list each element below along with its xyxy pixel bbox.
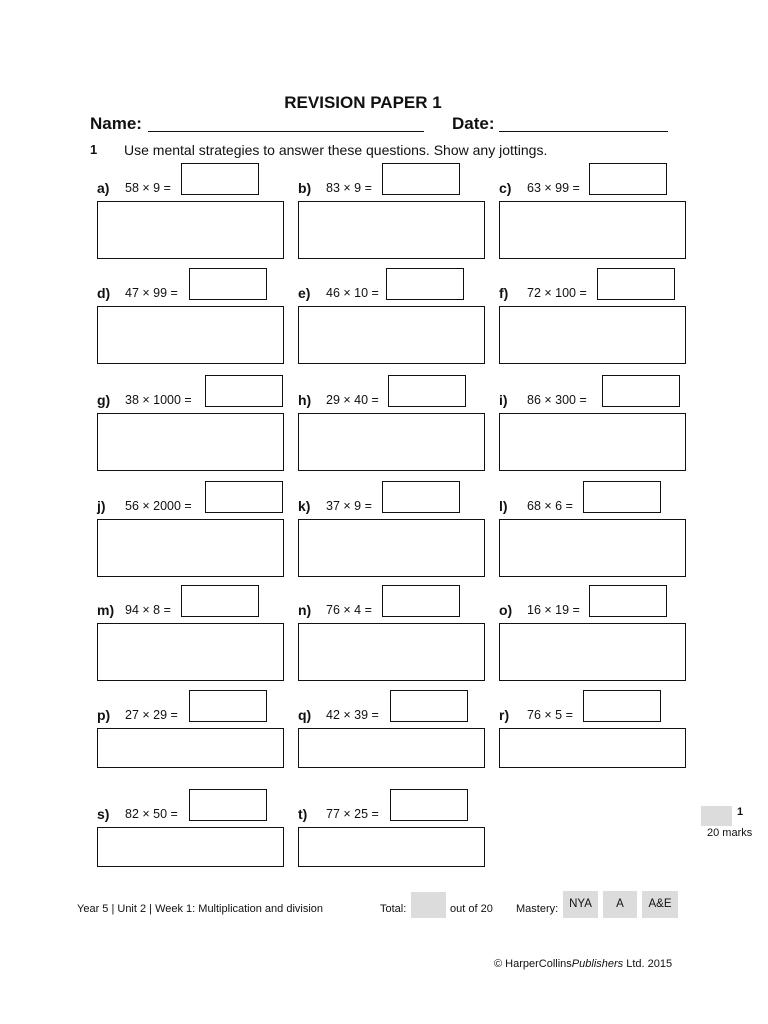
jottings-box[interactable] [298, 728, 485, 768]
question-letter: q) [298, 707, 312, 723]
answer-box[interactable] [386, 268, 464, 300]
question-expression: 76 × 5 = [527, 708, 573, 722]
question-letter: b) [298, 180, 312, 196]
jottings-box[interactable] [499, 413, 686, 471]
answer-box[interactable] [390, 690, 468, 722]
name-field[interactable] [148, 131, 424, 132]
answer-box[interactable] [189, 789, 267, 821]
jottings-box[interactable] [97, 201, 284, 259]
question-expression: 56 × 2000 = [125, 499, 192, 513]
question-letter: e) [298, 285, 311, 301]
unit-info: Year 5 | Unit 2 | Week 1: Multiplication and division [77, 903, 324, 915]
question-letter: d) [97, 285, 111, 301]
answer-box[interactable] [382, 585, 460, 617]
copyright-publisher: Publishers [571, 958, 624, 970]
question-number: 1 [90, 142, 98, 157]
jottings-box[interactable] [298, 201, 485, 259]
copyright-suffix: Ltd. 2015 [623, 958, 673, 970]
question-expression: 86 × 300 = [527, 393, 587, 407]
answer-box[interactable] [589, 585, 667, 617]
answer-box[interactable] [589, 163, 667, 195]
answer-box[interactable] [189, 268, 267, 300]
jottings-box[interactable] [298, 623, 485, 681]
jottings-box[interactable] [97, 413, 284, 471]
total-label: Total: [380, 903, 407, 915]
answer-box[interactable] [602, 375, 680, 407]
question-expression: 82 × 50 = [125, 807, 178, 821]
answer-box[interactable] [382, 481, 460, 513]
question-letter: f) [499, 285, 509, 301]
question-expression: 27 × 29 = [125, 708, 178, 722]
question-expression: 29 × 40 = [326, 393, 379, 407]
instructions: Use mental strategies to answer these questions. Show any jottings. [124, 142, 548, 158]
marks-score-box[interactable] [701, 806, 732, 826]
mastery-ae-box[interactable]: A&E [642, 891, 678, 918]
answer-box[interactable] [181, 163, 259, 195]
date-field[interactable] [499, 131, 668, 132]
answer-box[interactable] [597, 268, 675, 300]
question-expression: 16 × 19 = [527, 603, 580, 617]
jottings-box[interactable] [97, 827, 284, 867]
answer-box[interactable] [189, 690, 267, 722]
mastery-a-box[interactable]: A [603, 891, 637, 918]
jottings-box[interactable] [97, 306, 284, 364]
question-expression: 37 × 9 = [326, 499, 372, 513]
question-expression: 63 × 99 = [527, 181, 580, 195]
question-expression: 58 × 9 = [125, 181, 171, 195]
total-out-of: out of 20 [450, 903, 493, 915]
jottings-box[interactable] [298, 306, 485, 364]
name-label: Name: [90, 114, 142, 133]
question-letter: k) [298, 498, 311, 514]
question-expression: 77 × 25 = [326, 807, 379, 821]
answer-box[interactable] [390, 789, 468, 821]
question-expression: 38 × 1000 = [125, 393, 192, 407]
question-letter: n) [298, 602, 312, 618]
question-expression: 46 × 10 = [326, 286, 379, 300]
mastery-label: Mastery: [516, 903, 559, 915]
question-letter: p) [97, 707, 111, 723]
jottings-box[interactable] [97, 519, 284, 577]
jottings-box[interactable] [298, 519, 485, 577]
question-expression: 72 × 100 = [527, 286, 587, 300]
answer-box[interactable] [583, 690, 661, 722]
answer-box[interactable] [205, 375, 283, 407]
question-letter: g) [97, 392, 111, 408]
question-expression: 76 × 4 = [326, 603, 372, 617]
page-title: REVISION PAPER 1 [284, 93, 442, 112]
question-expression: 83 × 9 = [326, 181, 372, 195]
jottings-box[interactable] [499, 519, 686, 577]
question-letter: i) [499, 392, 508, 408]
answer-box[interactable] [382, 163, 460, 195]
answer-box[interactable] [205, 481, 283, 513]
jottings-box[interactable] [499, 306, 686, 364]
answer-box[interactable] [181, 585, 259, 617]
jottings-box[interactable] [97, 623, 284, 681]
question-letter: l) [499, 498, 508, 514]
answer-box[interactable] [388, 375, 466, 407]
copyright [494, 958, 672, 970]
question-expression: 47 × 99 = [125, 286, 178, 300]
mastery-nya-box[interactable]: NYA [563, 891, 598, 918]
jottings-box[interactable] [499, 201, 686, 259]
question-letter: m) [97, 602, 115, 618]
jottings-box[interactable] [298, 827, 485, 867]
question-letter: t) [298, 806, 308, 822]
question-letter: c) [499, 180, 512, 196]
total-score-box[interactable] [411, 892, 446, 918]
question-letter: j) [97, 498, 106, 514]
jottings-box[interactable] [298, 413, 485, 471]
copyright-prefix: © HarperCollins [494, 958, 572, 970]
question-letter: s) [97, 806, 110, 822]
date-label: Date: [452, 114, 495, 133]
answer-box[interactable] [583, 481, 661, 513]
question-expression: 94 × 8 = [125, 603, 171, 617]
jottings-box[interactable] [499, 623, 686, 681]
question-letter: a) [97, 180, 110, 196]
question-letter: r) [499, 707, 510, 723]
question-letter: o) [499, 602, 513, 618]
marks-question-number: 1 [737, 806, 744, 818]
marks-label: 20 marks [707, 827, 753, 839]
question-expression: 68 × 6 = [527, 499, 573, 513]
jottings-box[interactable] [499, 728, 686, 768]
question-letter: h) [298, 392, 312, 408]
jottings-box[interactable] [97, 728, 284, 768]
question-expression: 42 × 39 = [326, 708, 379, 722]
